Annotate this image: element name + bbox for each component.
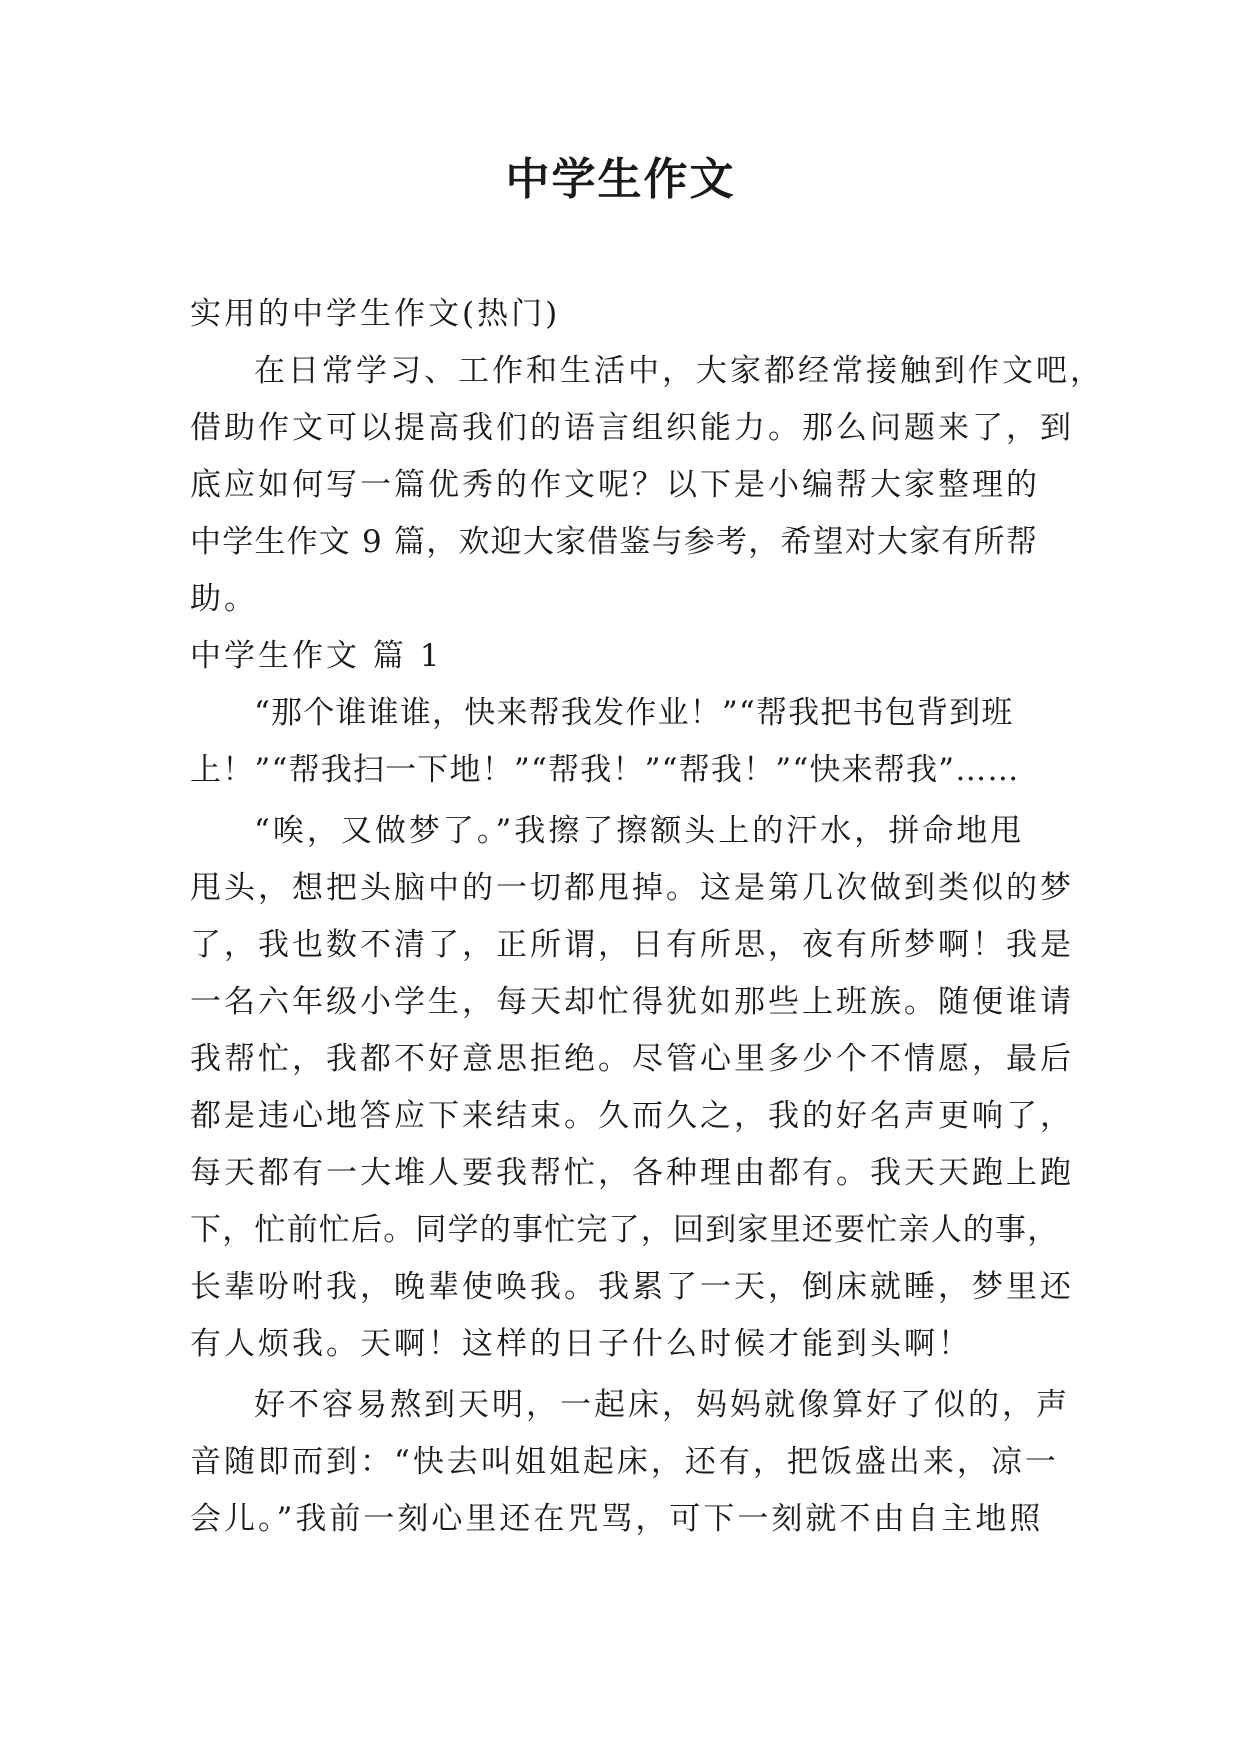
paragraph-line: 助。	[190, 581, 258, 617]
paragraph-line: 每天都有一大堆人要我帮忙，各种理由都有。我天天跑上跑	[190, 1155, 1074, 1191]
paragraph-line: 都是违心地答应下来结束。久而久之，我的好名声更响了，	[190, 1098, 1074, 1134]
paragraph-line: 会儿。”我前一刻心里还在咒骂，可下一刻就不由自主地照	[190, 1501, 1044, 1537]
paragraph-line: 我帮忙，我都不好意思拒绝。尽管心里多少个不情愿，最后	[190, 1041, 1074, 1077]
paragraph-line: 在日常学习、工作和生活中，大家都经常接触到作文吧，	[254, 353, 1104, 389]
paragraph-line: 长辈吩咐我，晚辈使唤我。我累了一天，倒床就睡，梦里还	[190, 1269, 1074, 1305]
document-title: 中学生作文	[505, 154, 736, 205]
paragraph-line: 好不容易熬到天明，一起床，妈妈就像算好了似的，声	[254, 1387, 1070, 1423]
paragraph-line: 借助作文可以提高我们的语言组织能力。那么问题来了，到	[190, 410, 1074, 446]
document-body	[190, 286, 1104, 1548]
paragraph-line: 甩头，想把头脑中的一切都甩掉。这是第几次做到类似的梦	[190, 870, 1074, 906]
paragraph-line: “那个谁谁谁，快来帮我发作业！”“帮我把书包背到班	[254, 695, 1014, 731]
paragraph-line: 中学生作文 9 篇，欢迎大家借鉴与参考，希望对大家有所帮	[190, 524, 1039, 560]
paragraph-line: 上！”“帮我扫一下地！”“帮我！”“帮我！”“快来帮我”……	[190, 752, 1020, 788]
subtitle-line: 实用的中学生作文(热门)	[190, 296, 561, 332]
section-heading: 中学生作文 篇 1	[190, 638, 443, 674]
paragraph-line: 下，忙前忙后。同学的事忙完了，回到家里还要忙亲人的事，	[190, 1212, 1060, 1248]
paragraph-line: 一名六年级小学生，每天却忙得犹如那些上班族。随便谁请	[190, 984, 1074, 1020]
paragraph-line: 有人烦我。天啊！这样的日子什么时候才能到头啊！	[190, 1326, 972, 1362]
paragraph-line: 了，我也数不清了，正所谓，日有所思，夜有所梦啊！我是	[190, 927, 1074, 963]
paragraph-line: 音随即而到：“快去叫姐姐起床，还有，把饭盛出来，凉一	[190, 1444, 1059, 1480]
paragraph-line: 底应如何写一篇优秀的作文呢？以下是小编帮大家整理的	[190, 467, 1040, 503]
paragraph-line: “唉，又做梦了。”我擦了擦额头上的汗水，拼命地甩	[254, 813, 1025, 849]
